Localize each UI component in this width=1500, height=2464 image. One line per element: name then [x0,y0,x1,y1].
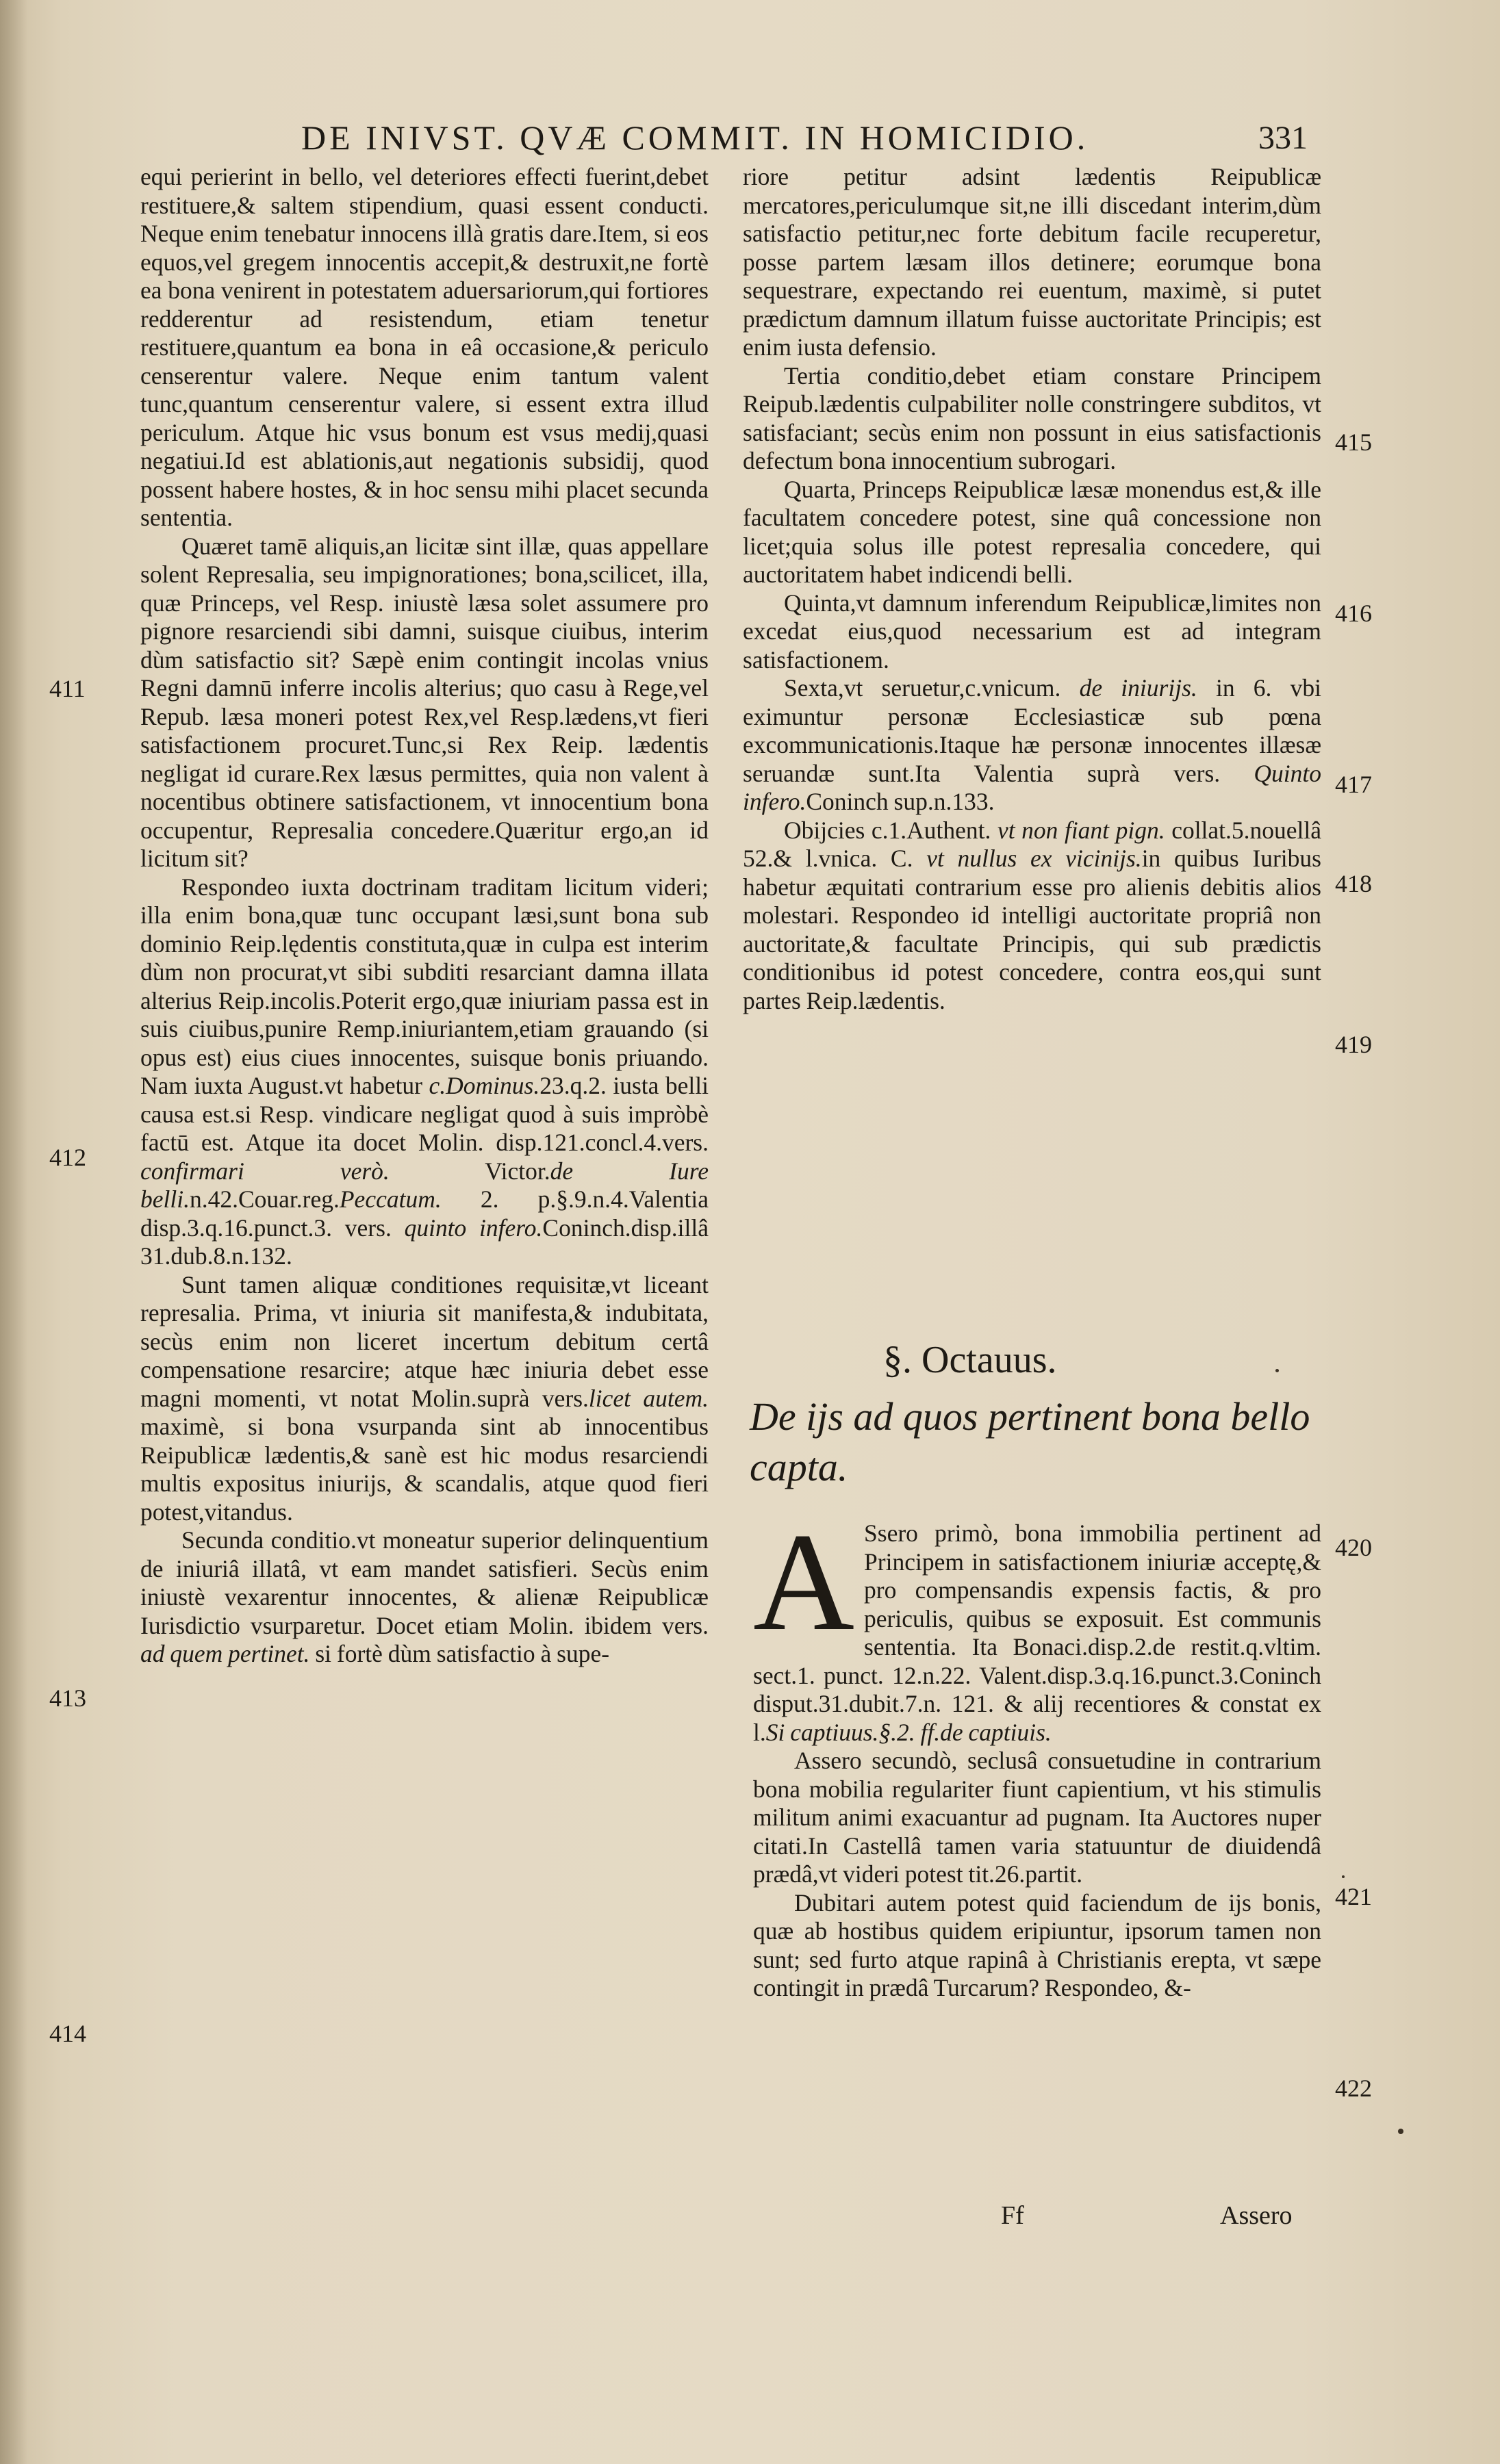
section-heading: §. Octauus. [883,1339,1057,1381]
paper-speck [1398,2129,1403,2134]
right-paragraph-1: riore petitur adsint lædentis Reipublicæ mercatores,periculumque sit,ne illi discedant interim,dùm satisfactio petitur,nec forte debitum facile recuperetur, posse partem læsam illos detinere; eorumque bona sequestrare, expectando rei euentum, maximè, si putet prædictum damnum illatum fuisse auctoritate Principis; est enim iusta defensio. [743,163,1321,361]
left-paragraph-4: Sunt tamen aliquæ conditiones requisitæ,vt liceant represalia. Prima, vt iniuria sit manifesta,& indubitata, secùs enim non liceret incertum debitum certâ compensatione resarcire; atque hæc iniuria debet esse magni momenti, vt notat Molin.suprà vers.licet autem. maximè, si bona vsurpanda sint ab innocentibus Reipublicæ lædentis,& sanè est hic modus resarciendi multis expositus iniurijs, & scandalis, atque quod fieri potest,vitandus. [140,1270,709,1526]
margin-number-419: 419 [1335,1031,1372,1058]
left-paragraph-2: Quæret tamē aliquis,an licitæ sint illæ, quas appellare solent Represalia, seu impignorationes; bona,scilicet, illa, quæ Princeps, vel Resp. iniustè læsa solet assumere pro pignore resarciendi sibi damni, suisque ciuibus, interim dùm satisfactio sit? Sæpè enim contingit incolas vnius Regni damnū inferre incolis alterius; quo casu à Rege,vel Repub. læsa moneri potest Rex,vel Resp.lædens,vt fieri satisfactionem procuret.Tunc,si Rex Reip. lædentis negligat id curare.Rex læsus permittes, quia non valent à nocentibus obtinere satisfactionem, vt innocentium bona occupentur, Represalia concedere.Quæritur ergo,an id licitum sit? [140,532,709,872]
signature-mark: Ff [1001,2201,1024,2230]
section-paragraph-3: Dubitari autem potest quid faciendum de ijs bonis, quæ ab hostibus quidem eripiuntur, ipsorum tamen non sunt; sed furto atque rapinâ à Christianis erepta, vt sæpe contingit in prædâ Turcarum? Respondeo, &- [753,1888,1321,2001]
left-paragraph-1: equi perierint in bello, vel deteriores effecti fuerint,debet restituere,& saltem stipendium, quasi essent conducti. Neque enim tenebatur innocens illà gratis dare.Item, si eos equos,vel gregem innocentis accepit,& destruxit,ne fortè ea bona venirent in potestatem aduersariorum,qui fortiores redderentur ad resistendum, etiam tenetur restituere,quantum ea bona in eâ occasione,& periculo censerentur valere. Neque enim tantum valent tunc,quantum censerentur valere, si essent extra illud periculum. Atque hic vsus bonum est vsus medij,quasi negatiui.Id est ablationis,aut negationis subsidij, quod possent habere hostes, & in hoc sensu mihi placet secunda sententia. [140,163,709,531]
section-paragraph-1: Ssero primò, bona immobilia pertinent ad Principem in satisfactionem iniuriæ acceptę,& pro compensandis expensis factis, & pro periculis, quibus se exposuit. Est communis sententia. Ita Bonaci.disp.2.de restit.q.vltim. sect.1. punct. 12.n.22. Valent.disp.3.q.16.punct.3.Coninch disput.31.dubit.7.n. 121. & alij recentiores & constat ex l.Si captiuus.§.2. ff.de captiuis. [753,1519,1321,1746]
right-paragraph-4: Quinta,vt damnum inferendum Reipublicæ,limites non excedat eius,quod necessarium est ad integram satisfactionem. [743,589,1321,673]
paper-speck [1275,1369,1279,1372]
margin-number-413: 413 [49,1684,86,1712]
paper-speck [1342,1875,1345,1878]
drop-capital: A [753,1504,855,1660]
right-column [743,163,1321,1015]
margin-number-415: 415 [1335,428,1372,456]
margin-number-417: 417 [1335,771,1372,798]
section-paragraph-2: Assero secundò, seclusâ consuetudine in contrarium bona mobilia regulariter fiunt capientium, vt his stimulis militum animi exacuantur ad pugnam. Ita Auctores nuper citati.In Castellâ tamen varia statuuntur de diuidendâ prædâ,vt videri potest tit.26.partit. [753,1747,1321,1888]
section-subtitle: De ijs ad quos pertinent bona bello capta. [750,1394,1310,1489]
page-number: 331 [1258,120,1308,156]
right-paragraph-2: Tertia conditio,debet etiam constare Principem Reipub.lædentis culpabiliter nolle constringere subditos, vt satisfaciant; secùs enim non possunt in eius satisfactionis defectum bona innocentium subrogari. [743,361,1321,474]
margin-number-416: 416 [1335,600,1372,627]
catchword: Assero [1220,2201,1293,2230]
margin-number-421: 421 [1335,1883,1372,1910]
left-paragraph-5: Secunda conditio.vt moneatur superior delinquentium de iniuriâ illatâ, vt eam mandet satisfieri. Secùs enim iniustè vexarentur innocentes, & alienæ Reipublicæ Iurisdictio vsurparetur. Docet etiam Molin. ibidem vers. ad quem pertinet. si fortè dùm satisfactio à supe- [140,1526,709,1667]
margin-number-418: 418 [1335,870,1372,897]
margin-number-414: 414 [49,2020,86,2047]
margin-number-422: 422 [1335,2075,1372,2102]
left-paragraph-3: Respondeo iuxta doctrinam traditam licitum videri; illa enim bona,quæ tunc occupant læsi,sunt bona sub dominio Reip.lędentis constituta,quæ in culpa est interim dùm non procurat,vt sibi subditi resarciant damna illata alterius Reip.incolis.Poterit ergo,quæ iniuriam passa est in suis ciuibus,punire Remp.iniuriantem,etiam grauando (si opus est) eius ciues innocentes, suisque bonis priuando. Nam iuxta August.vt habetur c.Dominus.23.q.2. iusta belli causa est.si Resp. vindicare negligat quod à suis impròbè factū est. Atque ita docet Molin. disp.121.concl.4.vers. confirmari verò. Victor.de Iure belli.n.42.Couar.reg.Peccatum. 2. p.§.9.n.4.Valentia disp.3.q.16.punct.3. vers. quinto infero.Coninch.disp.illâ 31.dub.8.n.132. [140,873,709,1270]
right-paragraph-6: Obijcies c.1.Authent. vt non fiant pign. collat.5.nouellâ 52.& l.vnica. C. vt nullus ex vicinijs.in quibus Iuribus habetur æquitati contrarium esse pro alienis debitis alios molestari. Respondeo id intelligi auctoritate propriâ non auctoritate,& facultate Principis, qui sub prædictis conditionibus id potest concedere, contra eos,qui sunt partes Reip.lædentis. [743,816,1322,1014]
left-column [140,163,709,1669]
running-head: DE INIVST. QVÆ COMMIT. IN HOMICIDIO. [301,118,1089,157]
page-gutter-shadow [0,0,27,2464]
right-paragraph-5: Sexta,vt seruetur,c.vnicum. de iniurijs. in 6. vbi eximuntur personæ Ecclesiasticæ sub pœna excommunicationis.Itaque hæ personæ innocentes illæsæ seruandæ sunt.Ita Valentia suprà vers. Quinto infero.Coninch sup.n.133. [743,674,1322,815]
margin-number-412: 412 [49,1144,86,1171]
right-paragraph-3: Quarta, Princeps Reipublicæ læsæ monendus est,& ille facultatem concedere potest, sine quâ concessione non licet;quia solus ille potest represalia concedere, qui auctoritatem habet indicendi belli. [743,475,1321,588]
margin-number-411: 411 [49,675,86,702]
margin-number-420: 420 [1335,1534,1372,1561]
section-body [753,1504,1321,2003]
